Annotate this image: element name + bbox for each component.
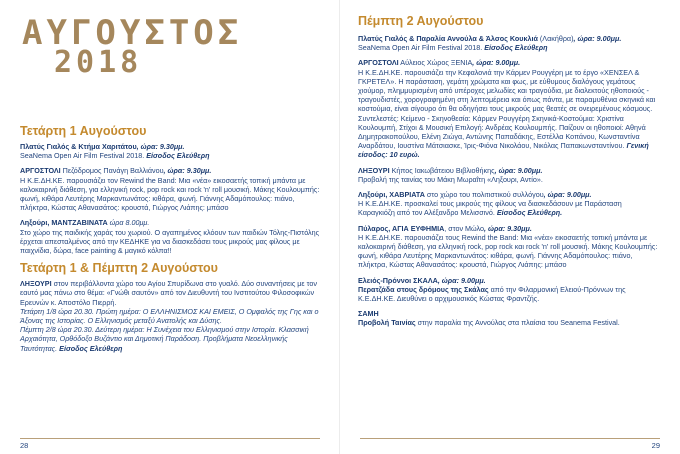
event-entry bbox=[20, 142, 322, 160]
event-text: Η Κ.Ε.ΔΗ.ΚΕ. παρουσιάζει τον Rewind the Band: Μια «νέα» εικοσαετής τοπική μπάντα με καλοκαιρινή διάθεση, για ελληνική rock, pop rock και rock 'n' roll μουσική. Μάκης Κουλουμπής: φωνή, κιθάρα Λευτέρης Μαρκαντωνάτος: κιθάρα, φωνή. Γιάννης Αδαμόπουλος: πιάνο, πλήκτρα, Κώστας Αθανασάτος: κρουστά, Γιώργος Λιάπης: μπάσο bbox=[20, 175, 320, 213]
event-entry-info: Είσοδος Ελεύθερη bbox=[59, 343, 123, 353]
event-entry-info: Είσοδος Ελεύθερη bbox=[146, 151, 210, 161]
event-venue: Πλατύς Γιαλός & Κτήμα Χαριτάτου bbox=[20, 142, 137, 151]
day-heading: Τετάρτη 1 & Πέμπτη 2 Αυγούστου bbox=[20, 261, 218, 276]
event-entry bbox=[358, 190, 660, 218]
event-time: , ώρα: 9.00μμ. bbox=[472, 58, 521, 68]
event-venue: Κήπος Ιακωβάτειου Βιβλιοθήκης bbox=[389, 165, 495, 175]
event-venue: στο χώρο του πολιτιστικού συλλόγου bbox=[424, 190, 544, 200]
event-time: , ώρα: 9.00μμ. bbox=[543, 190, 592, 200]
event-text: από την Φιλαρμονική Ελειού-Πρόννων της Κ.Ε.ΔΗ.ΚΕ. Διευθύνει ο αρχιμουσικός Κώστας Φραντζής. bbox=[358, 284, 626, 304]
event-time: , ώρα: 9.30μμ. bbox=[483, 223, 532, 233]
event-text: στην παραλία της Αννούλας στα πλαίσια του Seanema Festival. bbox=[415, 318, 620, 328]
day-heading: Τετάρτη 1 Αυγούστου bbox=[20, 124, 147, 138]
event-day2: Πέμπτη 2/8 ώρα 20.30. Δεύτερη ημέρα: Η Συνέχεια του Ελληνισμού στην Ιστορία. Κλασσική Αρχαιότητα, Ορθόδοξο Βυζάντιο και Δημοτική Παράδοση. Προβλήματα Νεοελληνικής Ταυτότητας. bbox=[20, 325, 309, 353]
event-venue: Πεζόδρομος Πανάγη Βαλλιάνου bbox=[60, 166, 164, 176]
event-entry-info: Είσοδος Ελεύθερη. bbox=[496, 208, 563, 218]
event-entry bbox=[358, 276, 660, 304]
event-place: Ληξούρι bbox=[20, 218, 48, 228]
event-entry bbox=[358, 34, 660, 52]
event-place: Ελειός-Πρόννοι ΣΚΑΛΑ bbox=[358, 275, 438, 285]
event-place: ΛΗΞΟΥΡΙ bbox=[358, 165, 390, 175]
event-entry bbox=[358, 166, 660, 184]
event-entry-info: Γενική είσοδος: 10 ευρώ. bbox=[358, 141, 649, 160]
year-title: 2018 bbox=[54, 45, 143, 80]
event-entry bbox=[20, 218, 322, 255]
event-desc: SeaNema Open Air Film Festival 2018. bbox=[20, 151, 145, 161]
event-text: Η Κ.Ε.ΔΗ.ΚΕ. παρουσιάζει την Κεφαλονιά την Κάρμεν Ρουγγέρη με το έργο «ΧΕΝΣΕΛ & ΓΚΡΕΤΕΛ». Η παράσταση, γεμάτη χρώματα και φως, με εύθυμους διαλόγους γεμάτους χιούμορ, πλημμυρισμένη από υπέροχες μελωδίες και τραγούδια, με διαλεκτούς ηθοποιούς - τραγουδιστές, χορογραφημένη στη λεπτομέρεια και όπως πάντα, με παραμυθένια σκηνικά και κοστούμια, είναι σίγουρο ότι θα οδηγήσει τους μικρούς μας θεατές σε ονειρεμένους κόσμους. Συντελεστές: Κείμενο - Σκηνοθεσία: Κάρμεν Ρουγγέρη Σκηνικά-Κοστούμια: Χριστίνα Κουλουμπή, Στίχοι & Μουσική Επιλογή: Ανδρέας Κουλουμπής. Παίζουν οι ηθοποιοί: Αθηνά Δημητρακοπούλου, Ελένη Ζιώγα, Αντώνης Παπαδάκης, Εστέλλα Κοπάνου, Κωνσταντίνα Αναρδάτου, Ιουστίνα Μάτσιασκε, Ίρις-Φιόνα Νικολάου, Νικόλας Παπακωνσταντίνου. bbox=[358, 67, 656, 151]
event-place: ΛΗΞΟΥΡΙ bbox=[20, 279, 52, 289]
event-venue: , στον Μώλο bbox=[444, 223, 484, 233]
event-title: Προβολή Ταινίας bbox=[358, 318, 416, 328]
event-time: , ώρα: 9.30μμ. bbox=[136, 142, 185, 151]
event-time: , ώρα: 9.00μμ. bbox=[494, 165, 543, 175]
event-place: Πύλαρος, ΑΓΙΑ ΕΥΦΗΜΙΑ bbox=[358, 223, 445, 233]
event-entry bbox=[358, 309, 660, 327]
event-place: ΑΡΓΟΣΤΟΛΙ bbox=[358, 58, 399, 68]
event-time: , ώρα: 9.30μμ. bbox=[163, 166, 212, 176]
event-entry-info: Είσοδος Ελεύθερη bbox=[484, 43, 548, 53]
event-day1: Τετάρτη 1/8 ώρα 20.30. Πρώτη ημέρα: Ο ΕΛΛΗΝΙΣΜΟΣ ΚΑΙ ΕΜΕΙΣ, Ο Ομφαλός της Γης και ο Άξονας της Ιστορίας. Ο Ελληνισμός μεταξύ Ανατολής και Δύσης. bbox=[20, 306, 319, 326]
page-number: 28 bbox=[20, 438, 320, 450]
event-time: ώρα 8.00μμ. bbox=[107, 218, 150, 228]
event-entry bbox=[358, 58, 660, 159]
page-number: 29 bbox=[360, 438, 660, 450]
event-place: ΣΑΜΗ bbox=[358, 309, 379, 319]
month-title: ΑΥΓΟΥΣΤΟΣ bbox=[22, 13, 243, 53]
event-venue: , ΜΑΝΤΖΑΒΙΝΑΤΑ bbox=[47, 218, 108, 228]
event-place: ΑΡΓΟΣΤΟΛΙ bbox=[20, 166, 61, 176]
event-title: Περατζάδα στους δρόμους της Σκάλας bbox=[358, 284, 489, 294]
event-text: Η Κ.Ε.ΔΗ.ΚΕ. προσκαλεί τους μικρούς της φίλους να διασκεδάσουν με Παράσταση Καραγκιόζη από τον Αλέξανδρο Μελισσινό. bbox=[358, 199, 622, 218]
event-entry bbox=[358, 224, 660, 270]
event-place: Ληξούρι, ΧΑΒΡΙΑΤΑ bbox=[358, 190, 425, 200]
event-text: στον περιβάλλοντα χώρο του Αγίου Σπυρίδωνα στο γυαλό. Δύο συναντήσεις με τον εαυτό μας πάνω στο θέμα: «Γνώθι σαυτόν» από τον Διευθυντή του Ινστιτούτου Φιλοσοφικών Ερευνών κ. Αποστόλο Πιερρή. bbox=[20, 279, 317, 307]
event-text: Προβολή της ταινίας του Μάκη Μωραΐτη «Ληξουρι, Αντίο». bbox=[358, 174, 543, 184]
event-venue: Πλατύς Γιαλός & Παραλία Αννούλα & Άλσος Κουκλιά bbox=[358, 34, 538, 43]
event-time: , ώρα: 9.00μμ. bbox=[437, 275, 486, 285]
event-entry bbox=[20, 279, 322, 353]
event-text: Στο χώρο της παιδικής χαράς του χωριού. Ο αγαπημένος κλόουν των παιδιών Τόλης-Πιστόλης έρχεται απεσταλμένος από την ΚΕΔΗΚΕ για να διασκεδάσει τους μικρούς μας φίλους με παιχνίδια, δώρα, face painting & μαγικό κόλπα!! bbox=[20, 227, 320, 256]
event-place: (Λακήθρα) bbox=[537, 34, 574, 43]
event-entry bbox=[20, 166, 322, 212]
right-page bbox=[340, 0, 680, 454]
event-time: , ώρα: 9.00μμ. bbox=[573, 34, 622, 43]
event-venue: Αύλειος Χώρος ΞΕΝΙΑ bbox=[398, 58, 473, 68]
event-text: Η Κ.Ε.ΔΗ.ΚΕ. παρουσιάζει τους Rewind the Band: Μια «νέα» εικοσαετής τοπική μπάντα με καλοκαιρινή διάθεση, για ελληνική rock, pop rock και rock 'n' roll μουσική. Μάκης Κουλουμπής: φωνή, κιθάρα Λευτέρης Μαρκαντωνάτος: κιθάρα, φωνή. Γιάννης Αδαμόπουλος: πιάνο, πλήκτρα, Κώστας Αθανασάτος: κρουστά, Γιώργος Λιάπης: μπάσο bbox=[358, 232, 658, 270]
day-heading: Πέμπτη 2 Αυγούστου bbox=[358, 14, 484, 28]
event-desc: SeaNema Open Air Film Festival 2018. bbox=[358, 43, 483, 53]
